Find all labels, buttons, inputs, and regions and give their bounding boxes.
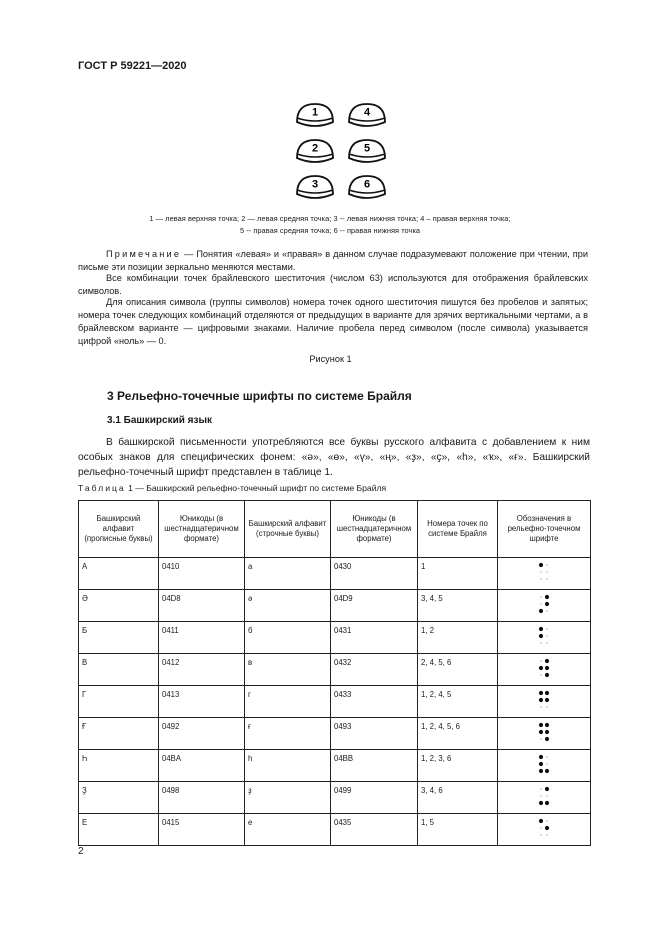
braille-dot-flat	[546, 834, 547, 835]
braille-dot-raised	[539, 666, 543, 670]
cell-lower-code: 0433	[331, 686, 418, 718]
braille-dot-raised	[545, 691, 549, 695]
cell-lower-code: 0432	[331, 654, 418, 686]
braille-dot-raised	[545, 595, 549, 599]
braille-dome-5	[349, 140, 385, 162]
cell-lower-letter: ә	[245, 590, 331, 622]
cell-upper-code: 0492	[159, 718, 245, 750]
braille-dot-raised	[539, 627, 543, 631]
braille-dot-raised	[539, 634, 543, 638]
cell-dot-numbers: 3, 4, 5	[418, 590, 498, 622]
braille-dot-flat	[540, 674, 541, 675]
table-row	[79, 654, 591, 686]
cell-lower-code: 0430	[331, 558, 418, 590]
braille-dome-3	[297, 176, 333, 198]
cell-braille-symbol	[498, 686, 591, 718]
table-row	[79, 558, 591, 590]
cell-lower-letter: б	[245, 622, 331, 654]
cell-braille-symbol	[498, 750, 591, 782]
cell-lower-letter: г	[245, 686, 331, 718]
cell-braille-symbol	[498, 622, 591, 654]
table-row	[79, 718, 591, 750]
cell-braille-symbol	[498, 590, 591, 622]
cell-upper-letter: Г	[79, 686, 159, 718]
cell-upper-code: 0411	[159, 622, 245, 654]
cell-braille-symbol	[498, 654, 591, 686]
cell-upper-code: 04BA	[159, 750, 245, 782]
cell-lower-code: 04BB	[331, 750, 418, 782]
braille-dot-raised	[545, 801, 549, 805]
braille-dot-flat	[540, 738, 541, 739]
braille-dot-raised	[539, 723, 543, 727]
table-row	[79, 782, 591, 814]
cell-dot-numbers: 1, 5	[418, 814, 498, 846]
braille-dot-raised	[545, 769, 549, 773]
cell-lower-letter: һ	[245, 750, 331, 782]
document-header: ГОСТ Р 59221—2020	[78, 60, 187, 72]
col-header-dots: Номера точек по системе Брайля	[418, 501, 498, 558]
braille-dot-raised	[545, 730, 549, 734]
braille-dot-raised	[539, 755, 543, 759]
cell-upper-letter: Е	[79, 814, 159, 846]
cell-braille-symbol	[498, 558, 591, 590]
cell-braille-symbol	[498, 814, 591, 846]
braille-dot-raised	[539, 698, 543, 702]
braille-dot-flat	[540, 660, 541, 661]
dome-number: 4	[363, 106, 371, 119]
table-row	[79, 686, 591, 718]
braille-dot-flat	[540, 706, 541, 707]
braille-symbol-icon	[537, 625, 551, 647]
cell-lower-code: 04D9	[331, 590, 418, 622]
figure-note	[78, 248, 588, 274]
cell-dot-numbers: 1, 2, 4, 5	[418, 686, 498, 718]
braille-dot-raised	[545, 723, 549, 727]
braille-dot-flat	[540, 578, 541, 579]
cell-upper-letter: Һ	[79, 750, 159, 782]
braille-symbol-icon	[537, 721, 551, 743]
braille-symbol-icon	[537, 657, 551, 679]
figure-paragraph-2: Для описания символа (группы символов) номера точек одного шеститочия пишутся без пробелов и запятых; номера точек следующих комбинаций отделяются от предыдущих в варианте для зрячих вертикальными чертами, а в брайлевском варианте — цифровыми знаками. Наличие пробела перед символом (после символа) указывается цифрой «ноль» — 0.	[78, 297, 588, 346]
braille-dot-flat	[546, 820, 547, 821]
braille-dot-raised	[539, 730, 543, 734]
dome-number: 6	[363, 178, 371, 191]
braille-dot-raised	[545, 602, 549, 606]
braille-table	[78, 500, 591, 846]
braille-dot-flat	[546, 642, 547, 643]
cell-dot-numbers: 2, 4, 5, 6	[418, 654, 498, 686]
cell-dot-numbers: 1, 2	[418, 622, 498, 654]
col-header-upper-code: Юникоды (в шестнадцатеричном формате)	[159, 501, 245, 558]
braille-dot-raised	[545, 737, 549, 741]
table-row	[79, 814, 591, 846]
braille-cell-diagram	[295, 100, 387, 200]
braille-dot-flat	[546, 564, 547, 565]
page-number: 2	[78, 846, 84, 857]
braille-dot-raised	[539, 563, 543, 567]
cell-braille-symbol	[498, 718, 591, 750]
braille-dot-flat	[540, 827, 541, 828]
braille-dot-raised	[539, 801, 543, 805]
cell-lower-letter: е	[245, 814, 331, 846]
table-caption	[78, 483, 386, 493]
braille-dot-flat	[546, 763, 547, 764]
figure-legend-line1: 1 — левая верхняя точка; 2 — левая средняя точка; 3 -- левая нижняя точка; 4 – правая верхняя точка;	[149, 214, 511, 223]
cell-dot-numbers: 1, 2, 4, 5, 6	[418, 718, 498, 750]
braille-dome-1	[297, 104, 333, 126]
braille-dome-4	[349, 104, 385, 126]
col-header-symbol: Обозначения в рельефно-точечном шрифте	[498, 501, 591, 558]
cell-braille-symbol	[498, 782, 591, 814]
cell-lower-letter: в	[245, 654, 331, 686]
dome-number: 2	[311, 142, 319, 155]
note-label: Примечание	[106, 249, 182, 259]
cell-upper-letter: Ғ	[79, 718, 159, 750]
cell-upper-letter: Б	[79, 622, 159, 654]
dome-number: 3	[311, 178, 319, 191]
cell-upper-code: 0498	[159, 782, 245, 814]
section-title: 3 Рельефно-точечные шрифты по системе Брайля	[107, 389, 412, 403]
braille-dot-raised	[539, 819, 543, 823]
braille-dot-raised	[545, 787, 549, 791]
braille-dot-raised	[539, 691, 543, 695]
braille-symbol-icon	[537, 817, 551, 839]
section-body: В башкирской письменности употребляются все буквы русского алфавита с добавлением к ним особых знаков для специфических фонем: «ә», «ө», «ү», «ң», «ҙ», «ҫ», «һ», «ҡ», «ғ». Башкирский рельефно-точечный шрифт представлен в таблице 1.	[78, 437, 590, 478]
col-header-lower-code: Юникоды (в шестнадцатеричном формате)	[331, 501, 418, 558]
braille-dome-6	[349, 176, 385, 198]
braille-dot-flat	[546, 756, 547, 757]
braille-dot-flat	[546, 635, 547, 636]
braille-dot-raised	[545, 666, 549, 670]
dome-number: 1	[311, 106, 319, 119]
col-header-upper: Башкирский алфавит (прописные буквы)	[79, 501, 159, 558]
cell-lower-code: 0431	[331, 622, 418, 654]
cell-upper-code: 04D8	[159, 590, 245, 622]
figure-caption: Рисунок 1	[309, 354, 352, 364]
cell-upper-letter: Ә	[79, 590, 159, 622]
braille-dot-raised	[539, 762, 543, 766]
braille-dot-raised	[545, 826, 549, 830]
braille-dot-flat	[546, 706, 547, 707]
cell-upper-code: 0410	[159, 558, 245, 590]
braille-symbol-icon	[537, 753, 551, 775]
braille-dot-raised	[539, 769, 543, 773]
braille-dot-flat	[546, 795, 547, 796]
cell-upper-code: 0415	[159, 814, 245, 846]
cell-lower-letter: ҙ	[245, 782, 331, 814]
braille-dot-flat	[540, 795, 541, 796]
cell-dot-numbers: 3, 4, 6	[418, 782, 498, 814]
braille-dot-flat	[546, 628, 547, 629]
braille-symbol-icon	[537, 689, 551, 711]
braille-dot-flat	[540, 603, 541, 604]
figure-legend-line2: 5 -- правая средняя точка; 6 -- правая нижняя точка	[239, 226, 421, 235]
braille-dot-flat	[546, 610, 547, 611]
table-row	[79, 590, 591, 622]
table-row	[79, 750, 591, 782]
table-row	[79, 622, 591, 654]
braille-dot-flat	[546, 578, 547, 579]
cell-lower-code: 0435	[331, 814, 418, 846]
cell-lower-code: 0499	[331, 782, 418, 814]
braille-symbol-icon	[537, 593, 551, 615]
braille-dot-raised	[545, 659, 549, 663]
braille-dot-flat	[540, 834, 541, 835]
braille-dot-raised	[539, 609, 543, 613]
cell-lower-letter: ғ	[245, 718, 331, 750]
cell-dot-numbers: 1	[418, 558, 498, 590]
table-caption-label: Таблица	[78, 483, 126, 493]
dome-number: 5	[363, 142, 371, 155]
figure-paragraph-1: Все комбинации точек брайлевского шеститочия (числом 63) используются для отображения брайлевских символов.	[78, 273, 588, 296]
cell-upper-code: 0412	[159, 654, 245, 686]
cell-dot-numbers: 1, 2, 3, 6	[418, 750, 498, 782]
braille-dot-flat	[540, 571, 541, 572]
cell-upper-letter: А	[79, 558, 159, 590]
braille-symbol-icon	[537, 785, 551, 807]
braille-dot-flat	[540, 788, 541, 789]
table-header-row	[79, 501, 591, 558]
note-text: — Понятия «левая» и «правая» в данном случае подразумевают положение при чтении, при письме эти позиции зеркально меняются местами.	[78, 249, 588, 272]
cell-upper-code: 0413	[159, 686, 245, 718]
braille-dot-flat	[540, 642, 541, 643]
braille-dot-flat	[546, 571, 547, 572]
cell-lower-code: 0493	[331, 718, 418, 750]
braille-dome-2	[297, 140, 333, 162]
braille-symbol-icon	[537, 561, 551, 583]
subsection-title: 3.1 Башкирский язык	[107, 415, 213, 426]
braille-dot-raised	[545, 673, 549, 677]
cell-lower-letter: а	[245, 558, 331, 590]
braille-dot-flat	[540, 596, 541, 597]
col-header-lower: Башкирский алфавит (строчные буквы)	[245, 501, 331, 558]
cell-upper-letter: Ҙ	[79, 782, 159, 814]
braille-dot-raised	[545, 698, 549, 702]
cell-upper-letter: В	[79, 654, 159, 686]
table-caption-text: 1 — Башкирский рельефно-точечный шрифт по системе Брайля	[125, 483, 387, 493]
